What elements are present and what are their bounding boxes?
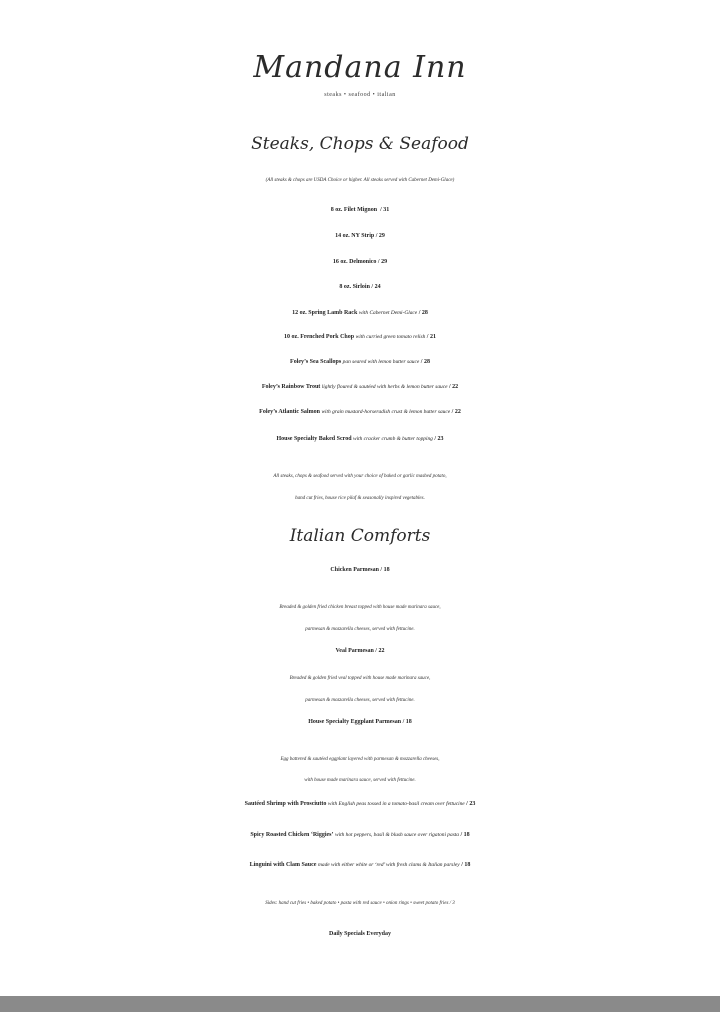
restaurant-tagline: steaks • seafood • italian <box>324 92 396 98</box>
featured-item-name: Chicken Parmesan / 18 <box>330 567 390 573</box>
menu-item-price: / 21 <box>426 334 436 340</box>
menu-item-name: 8 oz. Sirloin <box>339 284 370 290</box>
menu-item-name: Foley’s Atlantic Salmon <box>259 409 320 415</box>
menu-item-name: 8 oz. Filet Mignon <box>330 207 378 213</box>
menu-item-price: / 31 <box>380 207 390 213</box>
menu-item-description: with cracker crumb & butter topping <box>353 436 433 442</box>
menu-item <box>0 436 720 442</box>
featured-item-description: with house made marinara sauce, served with fettucine. <box>304 778 416 783</box>
menu-item <box>0 801 720 807</box>
menu-item-name: 10 oz. Frenched Pork Chop <box>284 334 355 340</box>
menu-item-name: 16 oz. Delmonico <box>332 259 377 265</box>
menu-item <box>0 862 720 868</box>
featured-item-description: Breaded & golden fried chicken breast topped with house made marinara sauce, <box>279 605 441 610</box>
menu-item-price: / 28 <box>420 359 430 365</box>
steaks-section-title: Steaks, Chops & Seafood <box>251 134 469 154</box>
menu-item-name: Spicy Roasted Chicken ‘Riggies’ <box>250 832 334 838</box>
menu-item <box>0 334 720 340</box>
menu-item <box>0 259 720 265</box>
featured-item-description: parmesan & mozzarella cheeses, served with fettucine. <box>305 698 415 703</box>
menu-item-description: with English peas tossed in a tomato-basil cream over fettucine <box>327 801 465 807</box>
menu-item-description: with Cabernet Demi-Glace <box>358 310 418 316</box>
menu-item-price: / 24 <box>371 284 381 290</box>
menu-item-description: with hot peppers, basil & blush sauce over rigatoni pasta <box>335 832 459 838</box>
menu-item <box>0 409 720 415</box>
menu-item <box>0 207 720 213</box>
menu-item <box>0 233 720 239</box>
menu-item-description: with grain mustard-horseradish crust & lemon butter sauce <box>321 409 451 415</box>
menu-item-name: Foley’s Rainbow Trout <box>261 384 321 390</box>
featured-item-name: House Specialty Eggplant Parmesan / 18 <box>308 719 412 725</box>
steaks-footnote-line-1: All steaks, chops & seafood served with your choice of baked or garlic mashed potato, <box>273 474 447 479</box>
menu-item-price: / 23 <box>434 436 444 442</box>
footer-bar <box>0 996 720 1012</box>
menu-item-name: House Specialty Baked Scrod <box>276 436 352 442</box>
menu-item <box>0 832 720 838</box>
featured-item-description: parmesan & mozzarella cheeses, served with fettucine. <box>305 627 415 632</box>
menu-item-description: made with either white or ‘red’ with fresh clams & Italian parsley <box>317 862 460 868</box>
menu-item-description: with curried green tomato relish <box>355 334 426 340</box>
menu-item-description: pan seared with lemon butter sauce <box>342 359 420 365</box>
featured-item-name: Veal Parmesan / 22 <box>335 648 385 654</box>
menu-item-price: / 23 <box>466 801 476 807</box>
menu-item-name: Sautéed Shrimp with Prosciutto <box>244 801 327 807</box>
featured-item-description: Egg battered & sautéed eggplant layered with parmesan & mozzarella cheeses, <box>280 757 440 762</box>
menu-item-price: / 22 <box>449 384 459 390</box>
steaks-footnote-line-2: hand cut fries, house rice pilaf & seasonally inspired vegetables. <box>295 496 425 501</box>
menu-item <box>0 310 720 316</box>
menu-item-name: Linguini with Clam Sauce <box>249 862 317 868</box>
menu-item-price: / 18 <box>460 832 470 838</box>
menu-item <box>0 284 720 290</box>
menu-item-name: 14 oz. NY Strip <box>335 233 375 239</box>
sides-line: Sides: hand cut fries • baked potato • pasta with red sauce • onion rings • sweet potato fries / 3 <box>265 901 455 906</box>
menu-item-name: 12 oz. Spring Lamb Rack <box>292 310 358 316</box>
steaks-section-note: (All steaks & chops are USDA Choice or higher. All steaks served with Cabernet Demi-Glace) <box>265 178 455 183</box>
menu-item-price: / 18 <box>461 862 471 868</box>
restaurant-name: Mandana Inn <box>253 50 467 85</box>
menu-item-price: / 22 <box>451 409 461 415</box>
menu-item-price: / 29 <box>377 259 388 265</box>
featured-item-description: Breaded & golden fried veal topped with house made marinara sauce, <box>289 676 431 681</box>
menu-item-price: / 28 <box>418 310 428 316</box>
menu-item <box>0 384 720 390</box>
menu-item-price: / 29 <box>375 233 385 239</box>
menu-item <box>0 359 720 365</box>
menu-item-name: Foley’s Sea Scallops <box>290 359 342 365</box>
daily-specials: Daily Specials Everyday <box>328 931 391 937</box>
italian-section-title: Italian Comforts <box>289 526 431 546</box>
menu-item-description: lightly floured & sautéed with herbs & lemon butter sauce <box>321 384 448 390</box>
